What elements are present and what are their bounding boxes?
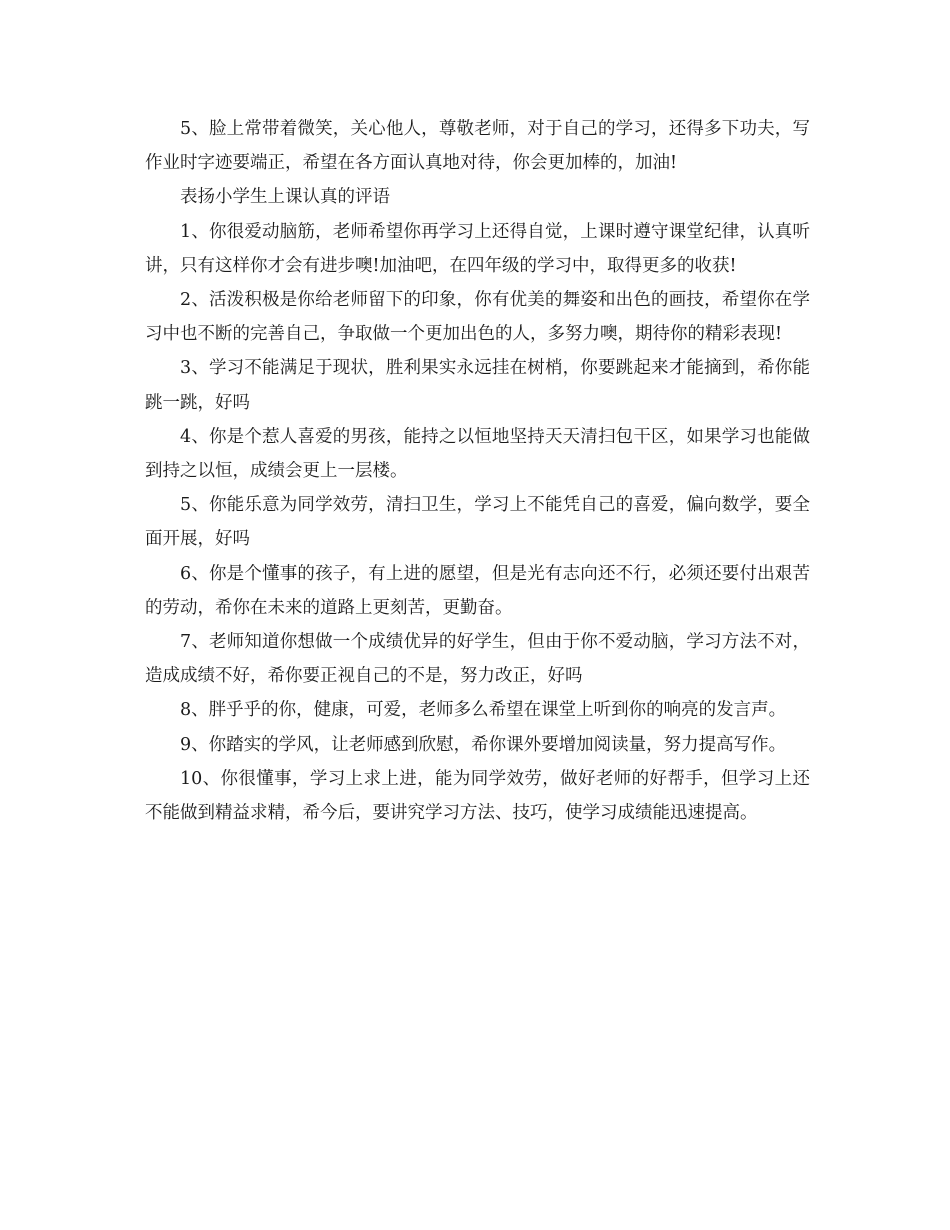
paragraph-comment-2: 2、活泼积极是你给老师留下的印象，你有优美的舞姿和出色的画技，希望你在学习中也不断的完善自己，争取做一个更加出色的人，多努力噢，期待你的精彩表现! [145,290,810,345]
paragraph-comment-4: 4、你是个惹人喜爱的男孩，能持之以恒地坚持天天清扫包干区，如果学习也能做到持之以恒，成绩会更上一层楼。 [145,426,810,482]
paragraph-comment-1: 1、你很爱动脑筋，老师希望你再学习上还得自觉，上课时遵守课堂纪律，认真听讲，只有这样你才会有进步噢!加油吧，在四年级的学习中，取得更多的收获! [145,221,810,276]
paragraph-comment-5-intro: 5、脸上常带着微笑，关心他人，尊敬老师，对于自己的学习，还得多下功夫，写作业时字迹要端正，希望在各方面认真地对待，你会更加棒的，加油! [145,119,810,174]
section-heading: 表扬小学生上课认真的评语 [180,187,390,208]
paragraph-comment-9: 9、你踏实的学风，让老师感到欣慰，希你课外要增加阅读量，努力提高写作。 [180,734,787,755]
paragraph-comment-8: 8、胖乎乎的你，健康，可爱，老师多么希望在课堂上听到你的响亮的发言声。 [180,700,787,721]
paragraph-comment-3: 3、学习不能满足于现状，胜利果实永远挂在树梢，你要跳起来才能摘到，希你能跳一跳，好吗 [145,358,810,413]
paragraph-comment-6: 6、你是个懂事的孩子，有上进的愿望，但是光有志向还不行，必须还要付出艰苦的劳动，希你在未来的道路上更刻苦，更勤奋。 [145,563,810,618]
document-body [145,112,810,830]
paragraph-comment-5: 5、你能乐意为同学效劳，清扫卫生，学习上不能凭自己的喜爱，偏向数学，要全面开展，好吗 [145,495,810,550]
paragraph-comment-10: 10、你很懂事，学习上求上进，能为同学效劳，做好老师的好帮手，但学习上还不能做到精益求精，希今后，要讲究学习方法、技巧，使学习成绩能迅速提高。 [145,768,810,824]
paragraph-comment-7: 7、老师知道你想做一个成绩优异的好学生，但由于你不爱动脑，学习方法不对，造成成绩不好，希你要正视自己的不是，努力改正，好吗 [145,632,810,687]
